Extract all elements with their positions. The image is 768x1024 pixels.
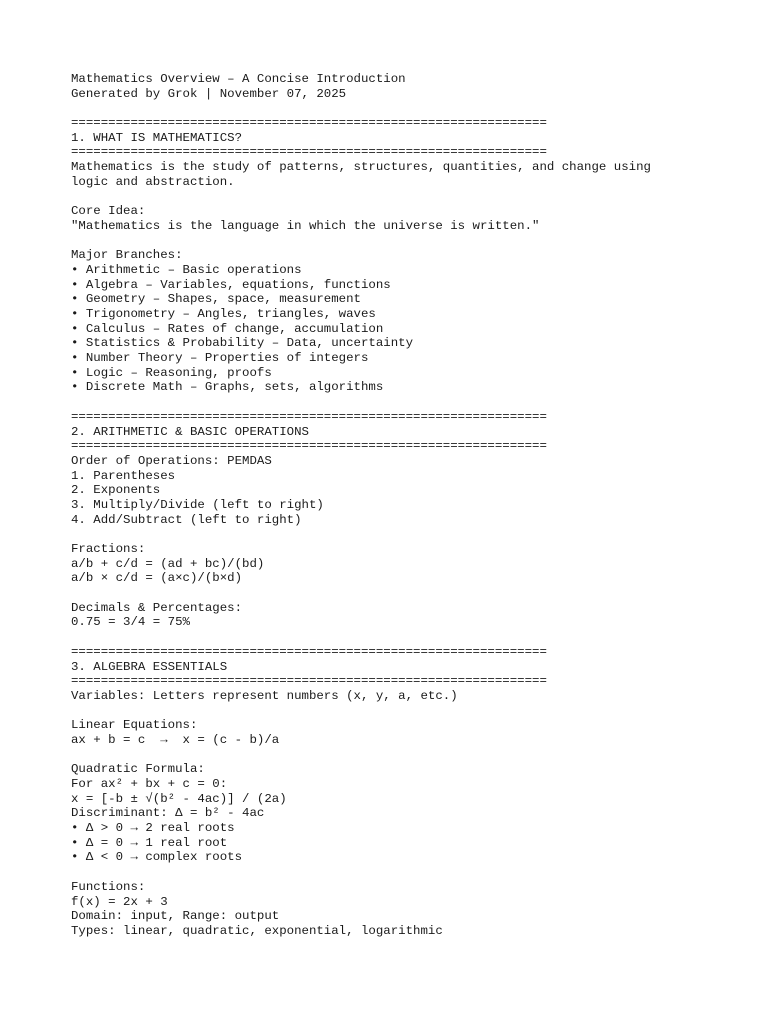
body-line: Order of Operations: PEMDAS [71,453,272,468]
spacer [71,630,751,645]
spacer [71,865,751,880]
section-rule: ================================================================ [71,145,547,160]
spacer [71,527,751,542]
section [71,645,751,939]
body-line: logic and abstraction. [71,174,235,189]
body-line: x = [-b ± √(b² - 4ac)] / (2a) [71,791,287,806]
body-line: 3. Multiply/Divide (left to right) [71,497,324,512]
body-line: Quadratic Formula: [71,762,205,777]
body-line: Variables: Letters represent numbers (x, y, a, etc.) [71,688,458,703]
body-line: 1. Parentheses [71,468,176,483]
document-subtitle: Generated by Grok | November 07, 2025 [71,86,347,101]
section-rule: ================================================================ [71,644,547,659]
spacer [71,101,751,116]
body-line: 4. Add/Subtract (left to right) [71,512,302,527]
spacer [71,704,751,719]
spacer [71,586,751,601]
body-line: Mathematics is the study of patterns, structures, quantities, and change using [71,160,651,175]
body-line: Types: linear, quadratic, exponential, logarithmic [71,923,443,938]
body-line: • Trigonometry – Angles, triangles, waves [71,307,376,321]
body-line: Linear Equations: [71,718,198,733]
body-line: Domain: input, Range: output [71,909,280,924]
body-line: 0.75 = 3/4 = 75% [71,615,190,630]
body-line: Decimals & Percentages: [71,600,243,615]
section-rule: ================================================================ [71,439,547,454]
body-line: • Number Theory – Properties of integers [71,351,369,366]
body-line: For ax² + bx + c = 0: [71,777,228,791]
body-line: • Statistics & Probability – Data, uncertainty [71,336,414,351]
body-line: ax + b = c → x = (c - b)/a [71,732,280,747]
document-page [71,72,751,939]
body-line: Major Branches: [71,248,183,263]
spacer [71,395,751,410]
body-line: Discriminant: Δ = b² - 4ac [71,806,265,821]
section-rule: ================================================================ [71,674,547,689]
section-heading: 3. ALGEBRA ESSENTIALS [71,659,228,674]
body-line: a/b × c/d = (a×c)/(b×d) [71,571,243,586]
section-rule: ================================================================ [71,116,547,131]
section [71,410,751,645]
section-rule: ================================================================ [71,409,547,424]
body-line: 2. Exponents [71,483,161,498]
section [71,116,751,410]
section-heading: 1. WHAT IS MATHEMATICS? [71,130,243,145]
body-line: • Δ = 0 → 1 real root [71,835,228,850]
body-line: • Algebra – Variables, equations, functions [71,277,391,292]
body-line: • Geometry – Shapes, space, measurement [71,292,361,307]
body-line: Functions: [71,879,146,894]
document-body [71,116,751,939]
body-line: • Δ > 0 → 2 real roots [71,821,235,836]
spacer [71,748,751,763]
body-line: Core Idea: [71,204,146,219]
body-line: f(x) = 2x + 3 [71,894,168,909]
spacer [71,234,751,249]
section-heading: 2. ARITHMETIC & BASIC OPERATIONS [71,424,309,439]
body-line: • Calculus – Rates of change, accumulation [71,321,384,336]
spacer [71,190,751,205]
body-line: • Arithmetic – Basic operations [71,262,302,277]
body-line: • Δ < 0 → complex roots [71,850,243,865]
document-title: Mathematics Overview – A Concise Introduction [71,72,406,86]
body-line: a/b + c/d = (ad + bc)/(bd) [71,556,265,571]
body-line: • Discrete Math – Graphs, sets, algorithms [71,380,384,395]
body-line: • Logic – Reasoning, proofs [71,365,272,380]
body-line: Fractions: [71,542,146,556]
body-line: "Mathematics is the language in which the universe is written." [71,218,540,233]
